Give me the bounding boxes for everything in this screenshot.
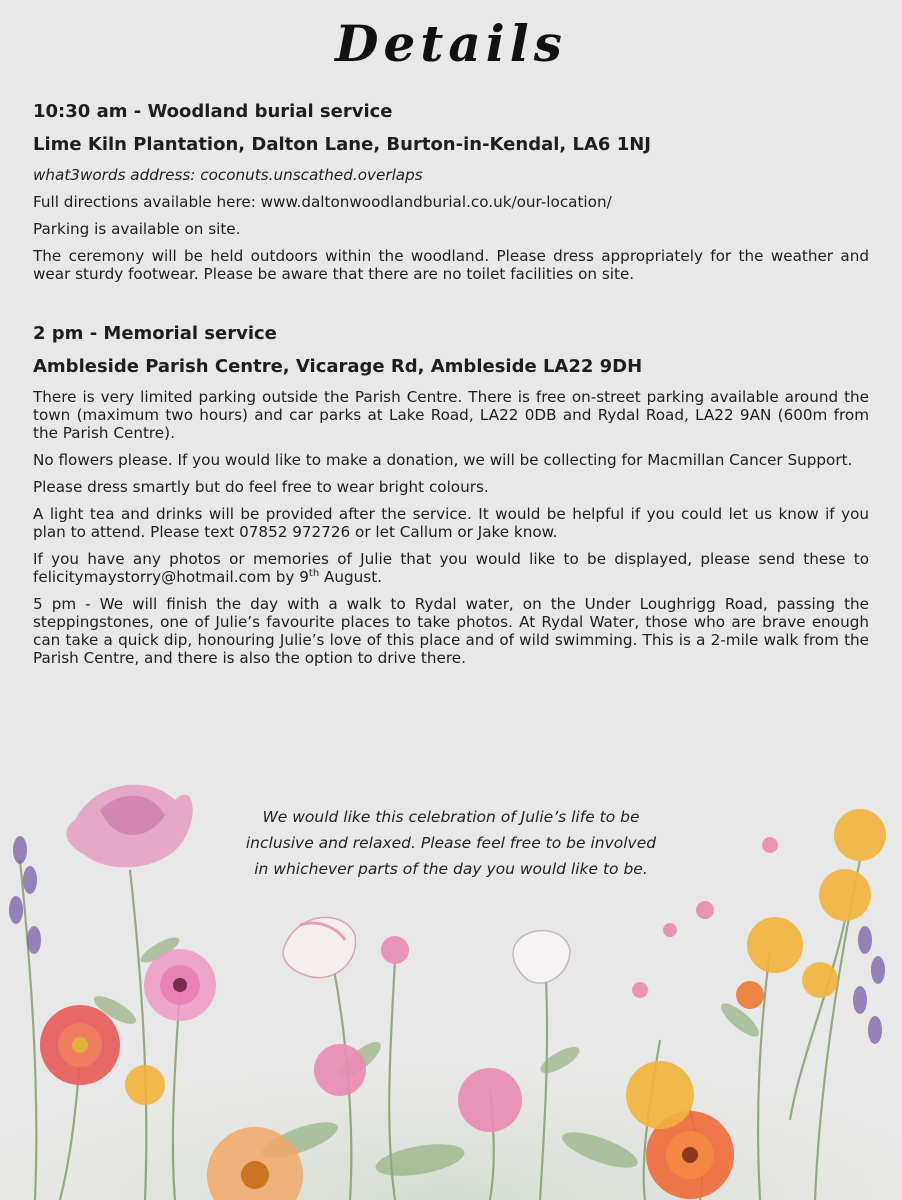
page-title: Details [335,14,567,73]
dress-text: Please dress smartly but do feel free to wear bright colours. [33,478,489,496]
pink-tulip-flower [66,785,192,868]
burial-location: Lime Kiln Plantation, Dalton Lane, Burton-in-Kendal, LA6 1NJ [33,134,651,155]
closing-message [200,804,702,882]
photos-text-end: August. [319,568,382,586]
closing-line-2: inclusive and relaxed. Please feel free to be involved [245,834,657,852]
flowers-text: No flowers please. If you would like to make a donation, we will be collecting for Macmillan Cancer Support. [33,451,853,469]
pink-daisy-flower [144,949,216,1021]
details-content [33,100,869,676]
photos-text-main: If you have any photos or memories of Julie that you would like to be displayed, please send these to felicitymaystorry@hotmail.com by 9 [33,550,869,586]
photos-text [33,550,869,586]
burial-heading: 10:30 am - Woodland burial service [33,101,393,122]
ceremony-text: The ceremony will be held outdoors within the woodland. Please dress appropriately for the weather and wear sturdy footwear. Please be aware that there are no toilet facilities on site. [33,247,869,283]
photos-date-suffix: th [308,567,320,579]
what3words-address: what3words address: coconuts.unscathed.overlaps [33,166,423,184]
closing-line-1: We would like this celebration of Julie’s life to be [262,808,640,826]
memorial-location: Ambleside Parish Centre, Vicarage Rd, Ambleside LA22 9DH [33,356,643,377]
burial-parking-text: Parking is available on site. [33,220,241,238]
red-poppy-flower [40,1005,120,1085]
closing-line-3: in whichever parts of the day you would like to be. [254,860,648,878]
memorial-heading: 2 pm - Memorial service [33,323,277,344]
walk-text: 5 pm - We will finish the day with a walk to Rydal water, on the Under Loughrigg Road, passing the steppingstones, one of Julie’s favourite places to take photos. At Rydal Water, those who are brave enough can take a quick dip, honouring Julie’s love of this place and of wild swimming. This is a 2-mile walk from the Parish Centre, and there is also the option to drive there. [33,595,869,667]
directions-text: Full directions available here: www.daltonwoodlandburial.co.uk/our-location/ [33,193,612,211]
tea-text: A light tea and drinks will be provided after the service. It would be helpful if you could let us know if you plan to attend. Please text 07852 972726 or let Callum or Jake know. [33,505,869,541]
memorial-parking-text: There is very limited parking outside the Parish Centre. There is free on-street parking available around the town (maximum two hours) and car parks at Lake Road, LA22 0DB and Rydal Road, LA22 9AN (600m from the Parish Centre). [33,388,869,442]
